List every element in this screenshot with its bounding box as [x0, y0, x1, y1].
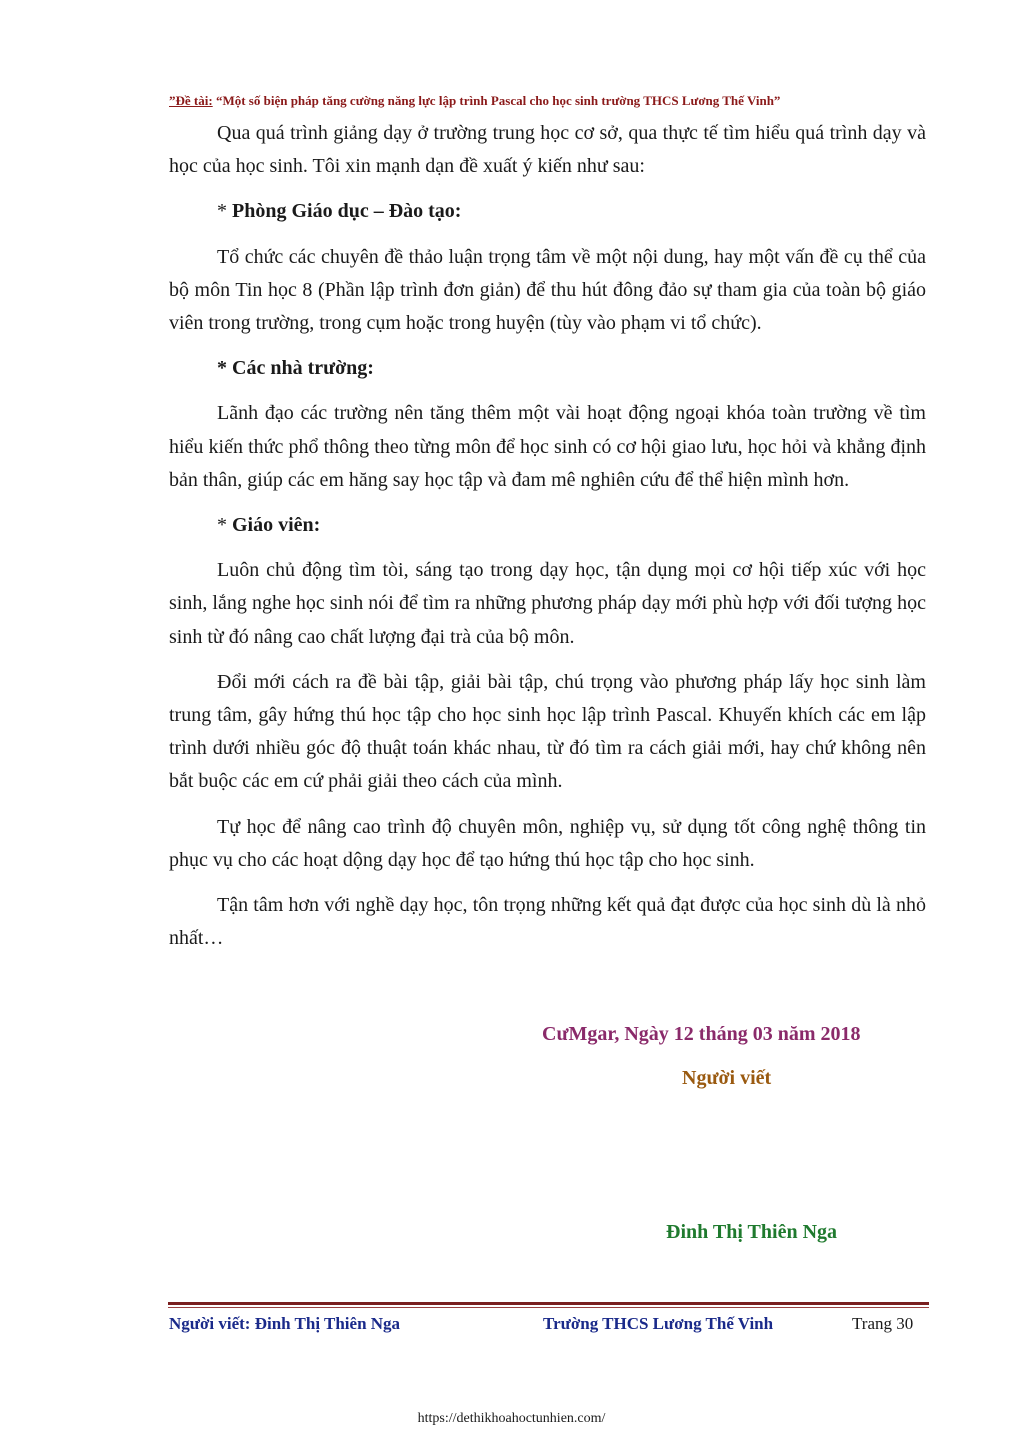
- heading-star: *: [217, 514, 232, 537]
- heading-nha-truong: [169, 352, 926, 385]
- heading-text: Giáo viên:: [232, 514, 321, 537]
- paragraph-giao-vien-2: Đổi mới cách ra đề bài tập, giải bài tập, chú trọng vào phương pháp lấy học sinh làm trung tâm, gây hứng thú học tập cho học sinh học lập trình Pascal. Khuyến khích các em lập trình dưới nhiều góc độ thuật toán khác nhau, từ đó tìm ra cách giải mới, hay chứ không nên bắt buộc các em cứ phải giải theo cách của mình.: [169, 670, 926, 793]
- signature-date: CưMgar, Ngày 12 tháng 03 năm 2018: [542, 1023, 861, 1045]
- footer-author: Người viết: Đinh Thị Thiên Nga: [169, 1314, 401, 1333]
- heading-star: *: [217, 200, 232, 223]
- footer-page-number: Trang 30: [852, 1314, 914, 1333]
- header-title: “Một số biện pháp tăng cường năng lực lập trình Pascal cho học sinh trường THCS Lương Thế Vinh”: [212, 93, 781, 108]
- heading-giao-vien: [169, 509, 926, 542]
- paragraph-phong-giao-duc: Tổ chức các chuyên đề thảo luận trọng tâm về một nội dung, hay một vấn đề cụ thể của bộ môn Tin học 8 (Phần lập trình đơn giản) để thu hút đông đảo sự tham gia của toàn bộ giáo viên trong trường, trong cụm hoặc trong huyện (tùy vào phạm vi tổ chức).: [169, 245, 926, 335]
- signature-role: Người viết: [682, 1067, 772, 1089]
- heading-text: Phòng Giáo dục – Đào tạo:: [232, 200, 462, 223]
- paragraph-intro: Qua quá trình giảng dạy ở trường trung học cơ sở, qua thực tế tìm hiểu quá trình dạy và học của học sinh. Tôi xin mạnh dạn đề xuất ý kiến như sau:: [169, 122, 926, 178]
- document-body: [169, 117, 926, 967]
- header-label: ”Đề tài:: [169, 93, 213, 108]
- signature-name: Đinh Thị Thiên Nga: [666, 1221, 838, 1243]
- heading-text: * Các nhà trường:: [217, 357, 374, 380]
- paragraph-nha-truong: Lãnh đạo các trường nên tăng thêm một vài hoạt động ngoại khóa toàn trường về tìm hiểu kiến thức phổ thông theo từng môn để học sinh có cơ hội giao lưu, học hỏi và khẳng định bản thân, giúp các em hăng say học tập và đam mê nghiên cứu để thể hiện mình hơn.: [169, 402, 926, 491]
- paragraph-giao-vien-1: Luôn chủ động tìm tòi, sáng tạo trong dạy học, tận dụng mọi cơ hội tiếp xúc với học sinh, lắng nghe học sinh nói để tìm ra những phương pháp dạy mới phù hợp với đối tượng học sinh từ đó nâng cao chất lượng đại trà của bộ môn.: [169, 559, 926, 648]
- running-header: [169, 93, 929, 109]
- heading-phong-giao-duc: [169, 195, 926, 228]
- footer-rule-thin: [168, 1307, 929, 1308]
- paragraph-giao-vien-4: Tận tâm hơn với nghề dạy học, tôn trọng những kết quả đạt được của học sinh dù là nhỏ nhất…: [169, 894, 926, 950]
- paragraph-giao-vien-3: Tự học để nâng cao trình độ chuyên môn, nghiệp vụ, sử dụng tốt công nghệ thông tin phục vụ cho các hoạt dộng dạy học để tạo hứng thú học tập cho học sinh.: [169, 815, 926, 871]
- footer-school: Trường THCS Lương Thế Vinh: [543, 1314, 774, 1333]
- source-url-link[interactable]: https://dethikhoahoctunhien.com/: [417, 1411, 606, 1426]
- footer-rule-thick: [168, 1302, 929, 1305]
